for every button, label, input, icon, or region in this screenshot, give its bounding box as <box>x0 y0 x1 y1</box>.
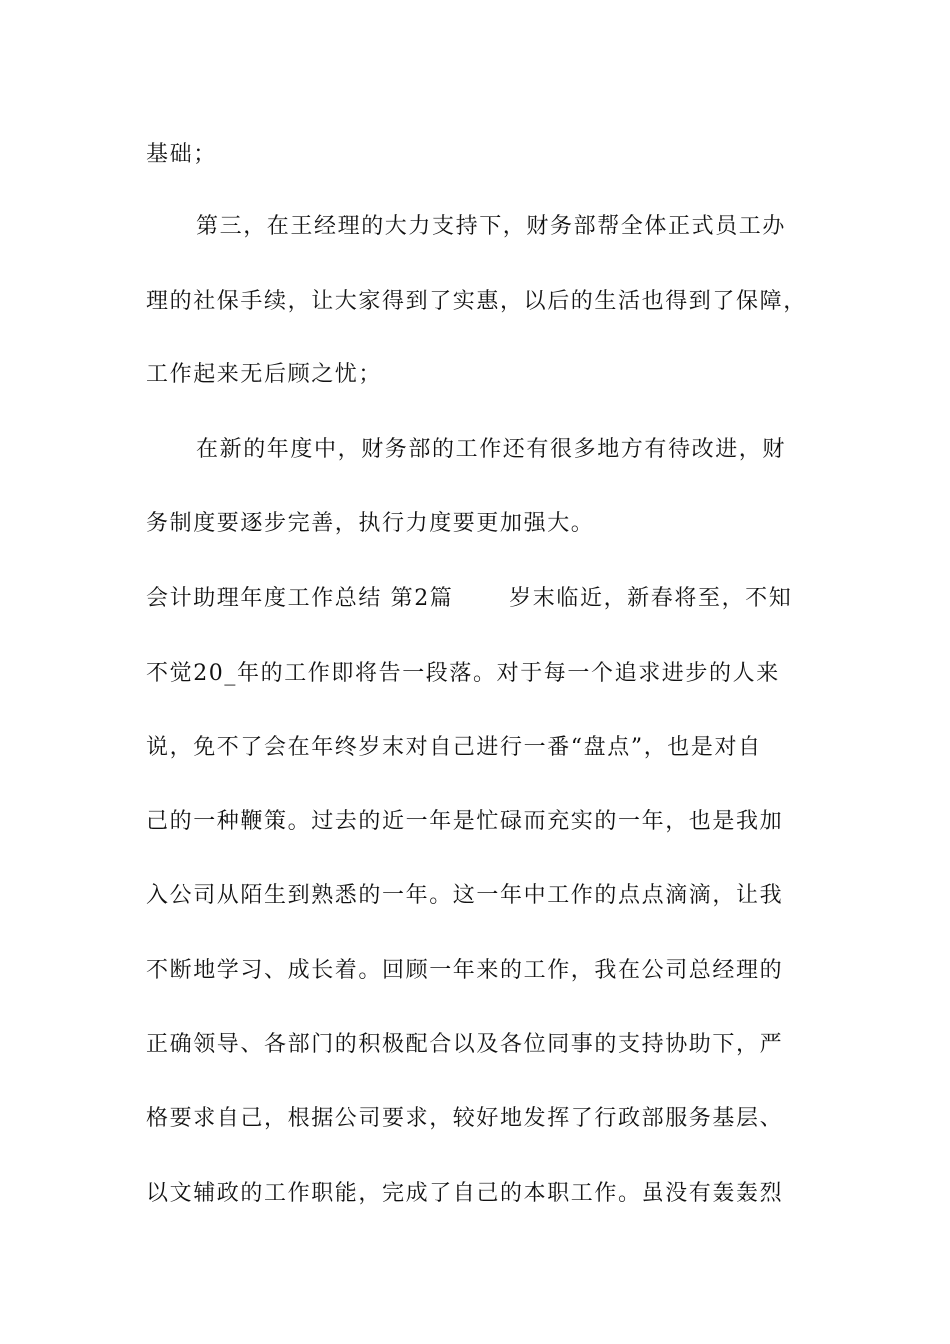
text-line-2: 第三，在王经理的大力支持下，财务部帮全体正式员工办 <box>196 214 787 239</box>
text-line-11: 入公司从陌生到熟悉的一年。这一年中工作的点点滴滴，让我 <box>146 883 784 908</box>
text-line-14: 格要求自己，根据公司要求，较好地发挥了行政部服务基层、 <box>146 1106 784 1131</box>
text-line-10: 己的一种鞭策。过去的近一年是忙碌而充实的一年，也是我加 <box>146 809 784 834</box>
text-line-1: 基础； <box>146 142 217 167</box>
text-line-13: 正确领导、各部门的积极配合以及各位同事的支持协助下，严 <box>146 1032 784 1057</box>
text-line-15: 以文辅政的工作职能，完成了自己的本职工作。虽没有轰轰烈 <box>146 1181 784 1206</box>
text-line-3: 理的社保手续，让大家得到了实惠，以后的生活也得到了保障， <box>146 289 807 314</box>
text-line-9: 说，免不了会在年终岁末对自己进行一番“盘点”，也是对自 <box>146 735 762 760</box>
text-line-6: 务制度要逐步完善，执行力度要更加强大。 <box>146 511 595 536</box>
text-line-8: 不觉20_年的工作即将告一段落。对于每一个追求进步的人来 <box>146 661 780 686</box>
text-line-5: 在新的年度中，财务部的工作还有很多地方有待改进，财 <box>196 437 787 462</box>
text-line-4: 工作起来无后顾之忧； <box>146 362 383 387</box>
text-line-7-section-heading: 会计助理年度工作总结 第2篇 岁末临近，新春将至，不知 <box>146 586 793 611</box>
text-line-12: 不断地学习、成长着。回顾一年来的工作，我在公司总经理的 <box>146 958 784 983</box>
